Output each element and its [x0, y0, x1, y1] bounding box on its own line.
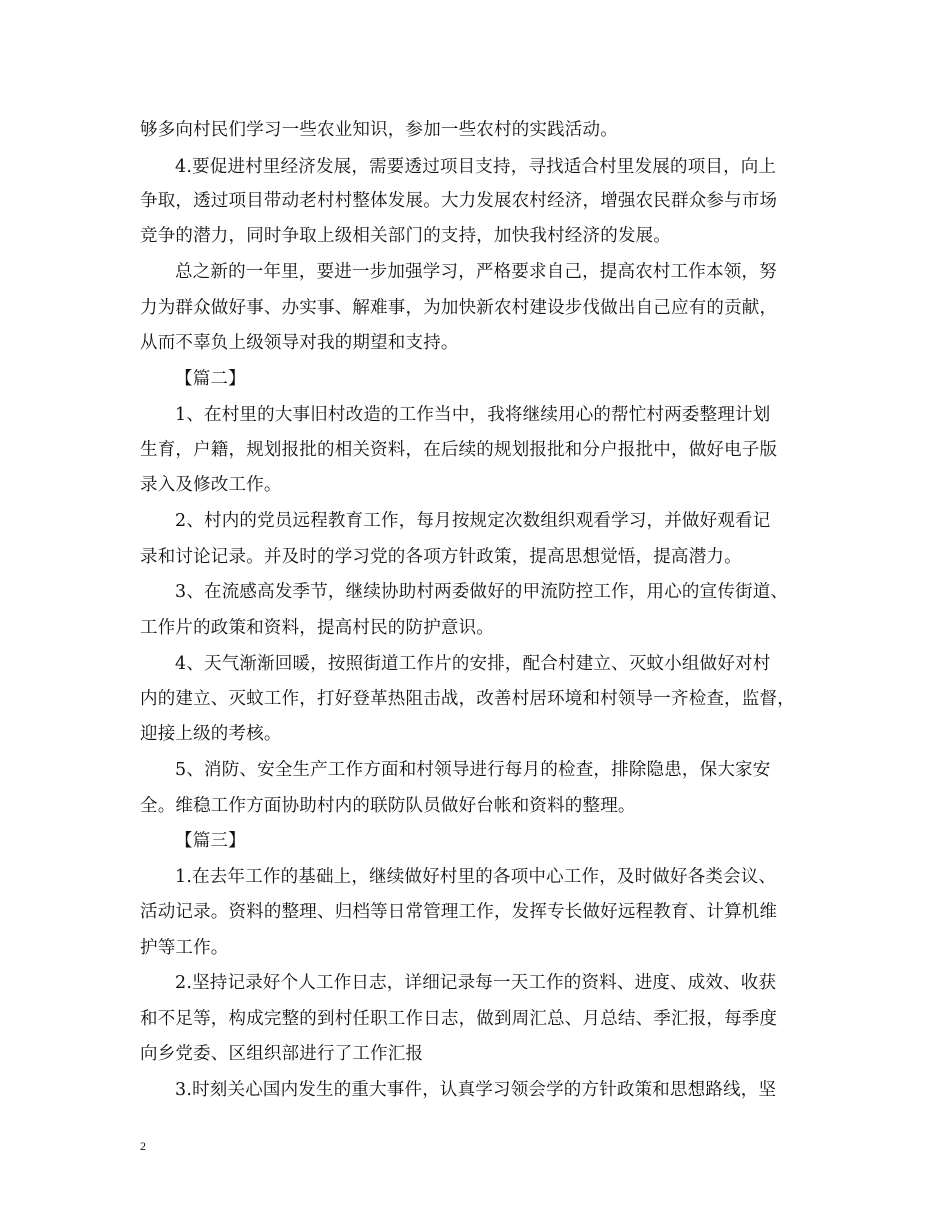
text-line: 活动记录。资料的整理、归档等日常管理工作，发挥专长做好远程教育、计算机维: [140, 902, 778, 922]
text-line: 2.坚持记录好个人工作日志，详细记录每一天工作的资料、进度、成效、收获: [175, 973, 777, 993]
text-line: 工作片的政策和资料，提高村民的防护意识。: [140, 618, 494, 638]
text-line: 3、在流感高发季节，继续协助村两委做好的甲流防控工作，用心的宣传街道、: [175, 582, 789, 602]
text-line: 和不足等，构成完整的到村任职工作日志，做到周汇总、月总结、季汇报，每季度: [140, 1009, 778, 1029]
text-line: 录入及修改工作。: [140, 475, 282, 495]
text-line: 护等工作。: [140, 938, 229, 958]
text-line: 4.要促进村里经济发展，需要透过项目支持，寻找适合村里发展的项目，向上: [175, 157, 777, 177]
text-line: 内的建立、灭蚊工作，打好登革热阻击战，改善村居环境和村领导一齐检查，监督，: [140, 689, 795, 709]
text-line: 录和讨论记录。并及时的学习党的各项方针政策，提高思想觉悟，提高潜力。: [140, 547, 742, 567]
text-line: 力为群众做好事、办实事、解难事，为加快新农村建设步伐做出自己应有的贡献，: [140, 298, 778, 318]
text-line: 4、天气渐渐回暖，按照街道工作片的安排，配合村建立、灭蚊小组做好对村: [175, 654, 771, 674]
text-line: 3.时刻关心国内发生的重大事件，认真学习领会学的方针政策和思想路线，坚: [175, 1080, 777, 1100]
text-line: 够多向村民们学习一些农业知识，参加一些农村的实践活动。: [140, 120, 618, 140]
text-line: 从而不辜负上级领导对我的期望和支持。: [140, 333, 459, 353]
text-line: 总之新的一年里，要进一步加强学习，严格要求自己，提高农村工作本领，努: [175, 262, 777, 282]
text-line: 1.在去年工作的基础上，继续做好村里的各项中心工作，及时做好各类会议、: [175, 867, 777, 887]
text-line: 5、消防、安全生产工作方面和村领导进行每月的检查，排除隐患，保大家安: [175, 760, 771, 780]
text-line: 向乡党委、区组织部进行了工作汇报: [140, 1044, 424, 1064]
text-line: 生育，户籍，规划报批的相关资料，在后续的规划报批和分户报批中，做好电子版: [140, 440, 778, 460]
section-heading: 【篇二】: [175, 369, 246, 389]
text-line: 竞争的潜力，同时争取上级相关部门的支持，加快我村经济的发展。: [140, 226, 671, 246]
text-line: 迎接上级的考核。: [140, 724, 282, 744]
text-line: 争取，透过项目带动老村村整体发展。大力发展农村经济，增强农民群众参与市场: [140, 191, 778, 211]
text-line: 2、村内的党员远程教育工作，每月按规定次数组织观看学习，并做好观看记: [175, 511, 771, 531]
page-number: 2: [140, 1139, 146, 1153]
text-line: 1、在村里的大事旧村改造的工作当中，我将继续用心的帮忙村两委整理计划: [175, 405, 771, 425]
section-heading: 【篇三】: [175, 831, 246, 851]
text-line: 全。维稳工作方面协助村内的联防队员做好台帐和资料的整理。: [140, 796, 636, 816]
